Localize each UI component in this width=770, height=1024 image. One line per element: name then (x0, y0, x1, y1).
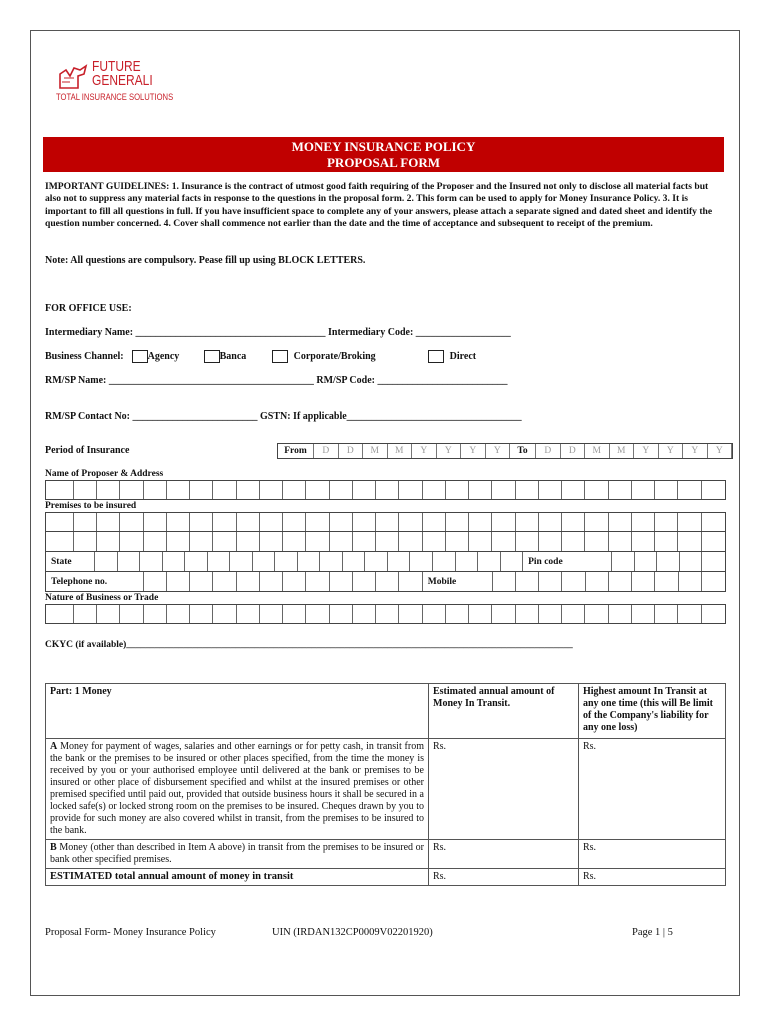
letter-box[interactable] (702, 513, 725, 531)
name-address-grid[interactable] (45, 480, 726, 500)
mobile-box[interactable] (539, 572, 562, 591)
letter-box[interactable] (46, 532, 74, 551)
premises-grid-row2[interactable] (45, 531, 726, 552)
to-label: To (510, 444, 536, 458)
from-date-box: Y (486, 444, 511, 458)
letter-box[interactable] (539, 513, 562, 531)
letter-box[interactable] (120, 605, 143, 623)
letter-box[interactable] (74, 481, 97, 499)
letter-box[interactable] (213, 481, 236, 499)
corporate-broking-checkbox[interactable] (272, 350, 288, 363)
from-date-box: D (314, 444, 339, 458)
letter-box[interactable] (260, 605, 283, 623)
business-channel-row (45, 350, 476, 363)
letter-box[interactable] (97, 481, 120, 499)
letter-box[interactable] (306, 532, 329, 551)
state-box[interactable] (253, 552, 276, 571)
letter-box[interactable] (632, 605, 655, 623)
letter-box[interactable] (492, 532, 515, 551)
rmsp-name-fields[interactable]: RM/SP Name: _________________________________________ RM/SP Code: __________________________ (45, 375, 508, 386)
mobile-box[interactable] (586, 572, 609, 591)
letter-box[interactable] (46, 513, 74, 531)
letter-box[interactable] (632, 513, 655, 531)
letter-box[interactable] (46, 605, 74, 623)
state-box[interactable] (208, 552, 231, 571)
logo-line2: GENERALI (92, 72, 153, 89)
state-box[interactable] (230, 552, 253, 571)
telephone-box[interactable] (237, 572, 260, 591)
direct-checkbox[interactable] (428, 350, 444, 363)
letter-box[interactable] (492, 481, 515, 499)
letter-box[interactable] (702, 605, 725, 623)
letter-box[interactable] (237, 481, 260, 499)
telephone-box[interactable] (283, 572, 306, 591)
letter-box[interactable] (399, 605, 422, 623)
nature-business-label: Nature of Business or Trade (45, 593, 159, 603)
mobile-box[interactable] (655, 572, 678, 591)
from-date-box: M (363, 444, 388, 458)
from-date-box: Y (461, 444, 486, 458)
mobile-box[interactable] (702, 572, 725, 591)
state-box[interactable] (320, 552, 343, 571)
letter-box[interactable] (562, 513, 585, 531)
office-use-heading: FOR OFFICE USE: (45, 303, 132, 314)
letter-box[interactable] (144, 532, 167, 551)
name-address-label: Name of Proposer & Address (45, 469, 164, 479)
letter-box[interactable] (97, 605, 120, 623)
mobile-box[interactable] (632, 572, 655, 591)
letter-box[interactable] (167, 605, 190, 623)
telephone-box[interactable] (260, 572, 283, 591)
row-a-estimated[interactable]: Rs. (429, 739, 579, 840)
letter-box[interactable] (399, 513, 422, 531)
telephone-box[interactable] (399, 572, 422, 591)
row-b-estimated[interactable]: Rs. (429, 840, 579, 869)
total-highest[interactable]: Rs. (579, 869, 726, 886)
state-box[interactable] (501, 552, 524, 571)
money-part1-table (45, 683, 726, 886)
to-date-box: M (610, 444, 635, 458)
direct-label: Direct (449, 351, 477, 362)
state-box[interactable] (140, 552, 163, 571)
letter-box[interactable] (423, 605, 446, 623)
letter-box[interactable] (423, 481, 446, 499)
letter-box[interactable] (167, 532, 190, 551)
footer-page-number: Page 1 | 5 (632, 927, 673, 938)
letter-box[interactable] (702, 481, 725, 499)
letter-box[interactable] (190, 481, 213, 499)
letter-box[interactable] (120, 481, 143, 499)
letter-box[interactable] (609, 532, 632, 551)
period-label: Period of Insurance (45, 445, 130, 456)
letter-box[interactable] (213, 532, 236, 551)
row-a-description (46, 739, 429, 840)
letter-box[interactable] (144, 481, 167, 499)
letter-box[interactable] (585, 605, 608, 623)
letter-box[interactable] (190, 513, 213, 531)
telephone-box[interactable] (330, 572, 353, 591)
row-b-text: Money (other than described in Item A above) in transit from the premises to be insured or bank other specified premises. (50, 842, 425, 865)
letter-box[interactable] (74, 513, 97, 531)
row-b-highest[interactable]: Rs. (579, 840, 726, 869)
nature-business-grid[interactable] (45, 604, 726, 624)
letter-box[interactable] (306, 513, 329, 531)
letter-box[interactable] (213, 513, 236, 531)
letter-box[interactable] (283, 513, 306, 531)
from-date-box: Y (412, 444, 437, 458)
letter-box[interactable] (678, 605, 701, 623)
logo-tagline: TOTAL INSURANCE SOLUTIONS (56, 92, 174, 102)
letter-box[interactable] (74, 605, 97, 623)
letter-box[interactable] (144, 513, 167, 531)
letter-box[interactable] (167, 481, 190, 499)
mobile-box[interactable] (679, 572, 702, 591)
letter-box[interactable] (260, 532, 283, 551)
state-box[interactable] (275, 552, 298, 571)
letter-box[interactable] (423, 532, 446, 551)
to-date-box: D (536, 444, 561, 458)
period-date-grid[interactable] (277, 443, 733, 459)
letter-box[interactable] (330, 513, 353, 531)
letter-box[interactable] (376, 605, 399, 623)
letter-box[interactable] (97, 532, 120, 551)
mobile-label: Mobile (423, 572, 493, 591)
letter-box[interactable] (376, 481, 399, 499)
letter-box[interactable] (423, 513, 446, 531)
premises-label: Premises to be insured (45, 501, 137, 511)
state-box[interactable] (365, 552, 388, 571)
pin-box[interactable] (657, 552, 680, 571)
important-guidelines: IMPORTANT GUIDELINES: 1. Insurance is the contract of utmost good faith requiring of the Proposer and the Insured not only to disclose all material facts but also not to suppress any material facts in response to the questions in the proposal form. 2. This form can be used to apply for Money Insurance Policy. 3. It is important to fill all questions in full. If you have insufficient space to complete any of your answers, please attach a separate signed and dated sheet and identify the question number concerned. 4. Cover shall commence not earlier than the date and the time of acceptance and subsequent to receipt of the premium. (45, 181, 713, 230)
ckyc-field[interactable]: CKYC (if available)______________________________________________________________________________________________ (45, 640, 573, 650)
letter-box[interactable] (330, 532, 353, 551)
letter-box[interactable] (306, 481, 329, 499)
mobile-box[interactable] (516, 572, 539, 591)
telephone-box[interactable] (190, 572, 213, 591)
mobile-box[interactable] (493, 572, 516, 591)
logo-line1: FUTURE (92, 58, 141, 75)
pin-box[interactable] (612, 552, 635, 571)
telephone-box[interactable] (376, 572, 399, 591)
state-box[interactable] (185, 552, 208, 571)
letter-box[interactable] (46, 481, 74, 499)
pin-box[interactable] (635, 552, 658, 571)
state-box[interactable] (95, 552, 118, 571)
letter-box[interactable] (283, 605, 306, 623)
to-date-box: Y (683, 444, 708, 458)
letter-box[interactable] (376, 513, 399, 531)
to-date-box: M (585, 444, 610, 458)
from-date-box: D (339, 444, 364, 458)
letter-box[interactable] (492, 605, 515, 623)
state-box[interactable] (298, 552, 321, 571)
letter-box[interactable] (237, 513, 260, 531)
pin-code-label: Pin code (523, 552, 612, 571)
letter-box[interactable] (516, 532, 539, 551)
total-row-label: ESTIMATED total annual amount of money in transit (46, 869, 429, 886)
premises-grid-row1[interactable] (45, 512, 726, 532)
letter-box[interactable] (585, 532, 608, 551)
telephone-box[interactable] (144, 572, 167, 591)
row-a-label: A (50, 741, 58, 752)
telephone-mobile-row[interactable] (45, 571, 726, 592)
letter-box[interactable] (516, 481, 539, 499)
title-line2: PROPOSAL FORM (326, 155, 441, 170)
letter-box[interactable] (306, 605, 329, 623)
letter-box[interactable] (469, 513, 492, 531)
letter-box[interactable] (539, 605, 562, 623)
letter-box[interactable] (632, 532, 655, 551)
letter-box[interactable] (609, 605, 632, 623)
letter-box[interactable] (609, 481, 632, 499)
letter-box[interactable] (446, 532, 469, 551)
letter-box[interactable] (655, 532, 678, 551)
telephone-box[interactable] (213, 572, 236, 591)
letter-box[interactable] (330, 605, 353, 623)
row-b-label: B (50, 842, 57, 853)
lion-logo-icon (58, 62, 88, 90)
state-pin-row[interactable] (45, 551, 726, 572)
letter-box[interactable] (446, 513, 469, 531)
letter-box[interactable] (260, 481, 283, 499)
letter-box[interactable] (74, 532, 97, 551)
banca-label: Banca (219, 351, 247, 362)
letter-box[interactable] (678, 481, 701, 499)
telephone-box[interactable] (353, 572, 376, 591)
mobile-box[interactable] (562, 572, 585, 591)
to-date-box: Y (634, 444, 659, 458)
intermediary-fields[interactable]: Intermediary Name: ______________________________________ Intermediary Code: ___________________ (45, 327, 511, 338)
from-date-box: M (388, 444, 413, 458)
footer-form-name: Proposal Form- Money Insurance Policy (45, 927, 216, 938)
letter-box[interactable] (353, 481, 376, 499)
letter-box[interactable] (167, 513, 190, 531)
letter-box[interactable] (632, 481, 655, 499)
letter-box[interactable] (562, 532, 585, 551)
total-estimated[interactable]: Rs. (429, 869, 579, 886)
row-b-description (46, 840, 429, 869)
state-box[interactable] (433, 552, 456, 571)
from-label: From (278, 444, 314, 458)
pin-box[interactable] (702, 552, 724, 571)
note: Note: All questions are compulsory. Pease fill up using BLOCK LETTERS. (45, 255, 366, 266)
letter-box[interactable] (539, 481, 562, 499)
letter-box[interactable] (399, 532, 422, 551)
letter-box[interactable] (655, 605, 678, 623)
corporate-broking-label: Corporate/Broking (293, 351, 376, 362)
row-a-highest[interactable]: Rs. (579, 739, 726, 840)
letter-box[interactable] (562, 481, 585, 499)
letter-box[interactable] (585, 481, 608, 499)
telephone-box[interactable] (306, 572, 329, 591)
banca-checkbox[interactable] (204, 350, 220, 363)
letter-box[interactable] (446, 605, 469, 623)
letter-box[interactable] (120, 532, 143, 551)
to-date-box: Y (659, 444, 684, 458)
letter-box[interactable] (655, 513, 678, 531)
letter-box[interactable] (283, 481, 306, 499)
state-box[interactable] (163, 552, 186, 571)
letter-box[interactable] (516, 605, 539, 623)
letter-box[interactable] (399, 481, 422, 499)
letter-box[interactable] (97, 513, 120, 531)
letter-box[interactable] (469, 605, 492, 623)
part1-header: Part: 1 Money (46, 684, 429, 739)
agency-checkbox[interactable] (132, 350, 148, 363)
letter-box[interactable] (120, 513, 143, 531)
letter-box[interactable] (237, 605, 260, 623)
letter-box[interactable] (237, 532, 260, 551)
state-box[interactable] (118, 552, 141, 571)
form-title-banner (43, 137, 724, 172)
state-box[interactable] (410, 552, 433, 571)
letter-box[interactable] (190, 532, 213, 551)
state-box[interactable] (478, 552, 501, 571)
letter-box[interactable] (190, 605, 213, 623)
letter-box[interactable] (469, 481, 492, 499)
mobile-box[interactable] (609, 572, 632, 591)
letter-box[interactable] (678, 532, 701, 551)
letter-box[interactable] (376, 532, 399, 551)
title-line1: MONEY INSURANCE POLICY (291, 139, 476, 154)
state-box[interactable] (343, 552, 366, 571)
agency-label: Agency (147, 351, 180, 362)
pin-box[interactable] (680, 552, 703, 571)
letter-box[interactable] (353, 513, 376, 531)
letter-box[interactable] (213, 605, 236, 623)
from-date-box: Y (437, 444, 462, 458)
row-a-text: Money for payment of wages, salaries and other earnings or for petty cash, in transit from the bank or the premises to be insured or other places specified, from the time the money is received by you or your authorised employee until delivered at the bank or premises to be insured or other place of disbursement specified and whilst at the insured premises or other premised specified until paid out, provided that outside business hours it shall be secured in a locked safe(s) or locked strong room on the premises to be insured. Cheques drawn by you to provide for such money are also covered whilst in transit, from the premises to be insured to the bank. (50, 741, 424, 836)
state-box[interactable] (456, 552, 479, 571)
letter-box[interactable] (446, 481, 469, 499)
to-date-box: D (561, 444, 586, 458)
footer-uin: UIN (IRDAN132CP0009V02201920) (272, 927, 433, 938)
letter-box[interactable] (353, 532, 376, 551)
letter-box[interactable] (585, 513, 608, 531)
letter-box[interactable] (678, 513, 701, 531)
letter-box[interactable] (283, 532, 306, 551)
letter-box[interactable] (539, 532, 562, 551)
state-box[interactable] (388, 552, 411, 571)
telephone-label: Telephone no. (46, 572, 144, 591)
to-date-box: Y (708, 444, 733, 458)
letter-box[interactable] (702, 532, 725, 551)
letter-box[interactable] (609, 513, 632, 531)
letter-box[interactable] (353, 605, 376, 623)
letter-box[interactable] (260, 513, 283, 531)
letter-box[interactable] (516, 513, 539, 531)
letter-box[interactable] (330, 481, 353, 499)
highest-amount-header: Highest amount In Transit at any one time (this will Be limit of the Company's liability for any one loss) (579, 684, 726, 739)
letter-box[interactable] (655, 481, 678, 499)
telephone-box[interactable] (167, 572, 190, 591)
letter-box[interactable] (469, 532, 492, 551)
letter-box[interactable] (562, 605, 585, 623)
rmsp-contact-fields[interactable]: RM/SP Contact No: _________________________ GSTN: If applicable___________________________________ (45, 411, 522, 422)
state-label: State (46, 552, 95, 571)
letter-box[interactable] (144, 605, 167, 623)
estimated-annual-header: Estimated annual amount of Money In Transit. (429, 684, 579, 739)
letter-box[interactable] (492, 513, 515, 531)
business-channel-label: Business Channel: (45, 351, 124, 362)
